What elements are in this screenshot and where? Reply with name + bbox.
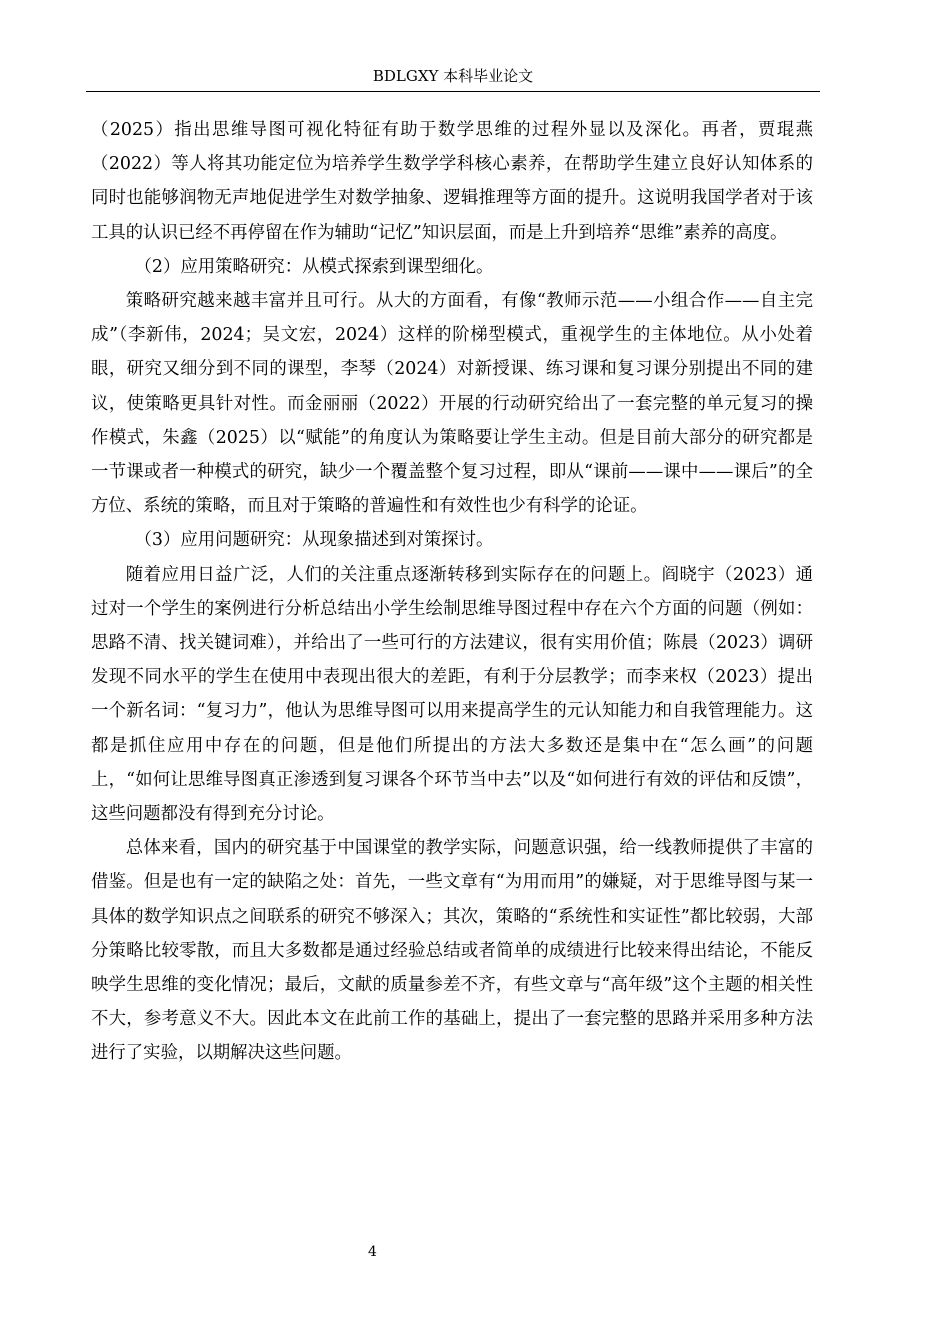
subheading-problem-research: （3）应用问题研究：从现象描述到对策探讨。 xyxy=(134,530,494,551)
body-text xyxy=(91,113,813,1071)
subheading-strategy-research: （2）应用策略研究：从模式探索到课型细化。 xyxy=(134,256,494,277)
running-header: BDLGXY 本科毕业论文 xyxy=(372,67,534,85)
paragraph-problems: 随着应用日益广泛，人们的关注重点逐渐转移到实际存在的问题上。阎晓宇（2023）通过对一个学生的案例进行分析总结出小学生绘制思维导图过程中存在六个方面的问题（例如：思路不清、找关键词难），并给出了一些可行的方法建议，很有实用价值；陈晨（2023）调研发现不同水平的学生在使用中表现出很大的差距，有利于分层教学；而李来权（2023）提出一个新名词：“复习力”，他认为思维导图可以用来提高学生的元认知能力和自我管理能力。这都是抓住应用中存在的问题，但是他们所提出的方法大多数还是集中在“怎么画”的问题上，“如何让思维导图真正渗透到复习课各个环节当中去”以及“如何进行有效的评估和反馈”，这些问题都没有得到充分讨论。 xyxy=(91,564,813,825)
page-number: 4 xyxy=(368,1244,377,1260)
paragraph-continued: （2025）指出思维导图可视化特征有助于数学思维的过程外显以及深化。再者，贾琨燕（2022）等人将其功能定位为培养学生数学学科核心素养，在帮助学生建立良好认知体系的同时也能够润物无声地促进学生对数学抽象、逻辑推理等方面的提升。这说明我国学者对于该工具的认识已经不再停留在作为辅助“记忆”知识层面，而是上升到培养“思维”素养的高度。 xyxy=(91,120,813,243)
paragraph-summary: 总体来看，国内的研究基于中国课堂的教学实际，问题意识强，给一线教师提供了丰富的借鉴。但是也有一定的缺陷之处：首先，一些文章有“为用而用”的嫌疑，对于思维导图与某一具体的数学知识点之间联系的研究不够深入；其次，策略的“系统性和实证性”都比较弱，大部分策略比较零散，而且大多数都是通过经验总结或者简单的成绩进行比较来得出结论，不能反映学生思维的变化情况；最后，文献的质量参差不齐，有些文章与“高年级”这个主题的相关性不大，参考意义不大。因此本文在此前工作的基础上，提出了一套完整的思路并采用多种方法进行了实验，以期解决这些问题。 xyxy=(91,838,813,1064)
header-divider xyxy=(86,91,820,92)
paragraph-strategy: 策略研究越来越丰富并且可行。从大的方面看，有像“教师示范——小组合作——自主完成”（李新伟，2024；吴文宏，2024）这样的阶梯型模式，重视学生的主体地位。从小处着眼，研究又细分到不同的课型，李琴（2024）对新授课、练习课和复习课分别提出不同的建议，使策略更具针对性。而金丽丽（2022）开展的行动研究给出了一套完整的单元复习的操作模式，朱鑫（2025）以“赋能”的角度认为策略要让学生主动。但是目前大部分的研究都是一节课或者一种模式的研究，缺少一个覆盖整个复习过程，即从“课前——课中——课后”的全方位、系统的策略，而且对于策略的普遍性和有效性也少有科学的论证。 xyxy=(91,291,813,517)
